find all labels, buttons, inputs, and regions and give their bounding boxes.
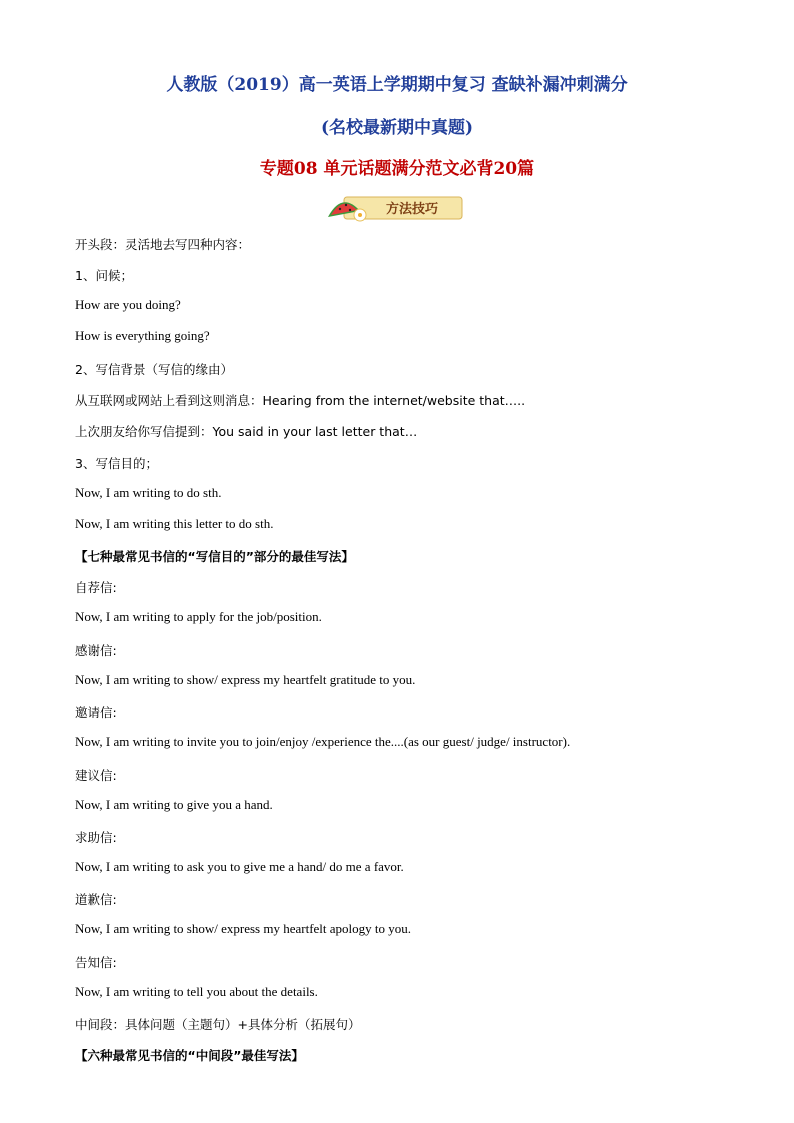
body-line: 从互联网或网站上看到这则消息：Hearing from the internet/website that….. (75, 393, 526, 408)
body-line: 1、问候； (75, 268, 133, 283)
section-heading: 【六种最常见书信的“中间段”最佳写法】 (75, 1048, 304, 1063)
body-line: Now, I am writing to show/ express my heartfelt gratitude to you. (75, 672, 416, 687)
body-line: 邀请信: (75, 705, 117, 720)
body-line: 2、写信背景（写信的缘由） (75, 362, 233, 377)
body-line: Now, I am writing to do sth. (75, 485, 222, 500)
body-line: Now, I am writing to show/ express my heartfelt apology to you. (75, 921, 412, 936)
body-line: How is everything going? (75, 328, 210, 343)
method-tips-badge (326, 193, 466, 223)
body-line: Now, I am writing to give you a hand. (75, 797, 273, 812)
body-line: 道歉信: (75, 892, 117, 907)
body-line: Now, I am writing to ask you to give me a hand/ do me a favor. (75, 859, 404, 874)
document-title: 人教版（2019）高一英语上学期期中复习 查缺补漏冲刺满分 (166, 75, 628, 95)
body-line: Now, I am writing to tell you about the details. (75, 984, 318, 999)
badge-label: 方法技巧 (385, 202, 439, 217)
body-line: 求助信: (75, 830, 117, 845)
body-line: 上次朋友给你写信提到：You said in your last letter that… (75, 424, 418, 439)
body-line: 告知信: (75, 955, 117, 970)
body-line: 3、写信目的； (75, 456, 158, 471)
section-heading: 【七种最常见书信的“写信目的”部分的最佳写法】 (75, 549, 354, 564)
body-line: 开头段：灵活地去写四种内容： (75, 237, 251, 252)
body-line: 建议信: (75, 768, 117, 783)
document-subtitle: (名校最新期中真题) (320, 118, 474, 138)
body-line: 自荐信: (75, 580, 117, 595)
body-line: Now, I am writing to apply for the job/position. (75, 609, 322, 624)
body-line: Now, I am writing to invite you to join/enjoy /experience the....(as our guest/ judge/ instructor). (75, 734, 571, 749)
body-line: 感谢信: (75, 643, 117, 658)
body-line: 中间段：具体问题（主题句）+具体分析（拓展句） (75, 1017, 361, 1032)
topic-title: 专题08 单元话题满分范文必背20篇 (259, 159, 535, 179)
body-line: Now, I am writing this letter to do sth. (75, 516, 274, 531)
body-line: How are you doing? (75, 297, 181, 312)
